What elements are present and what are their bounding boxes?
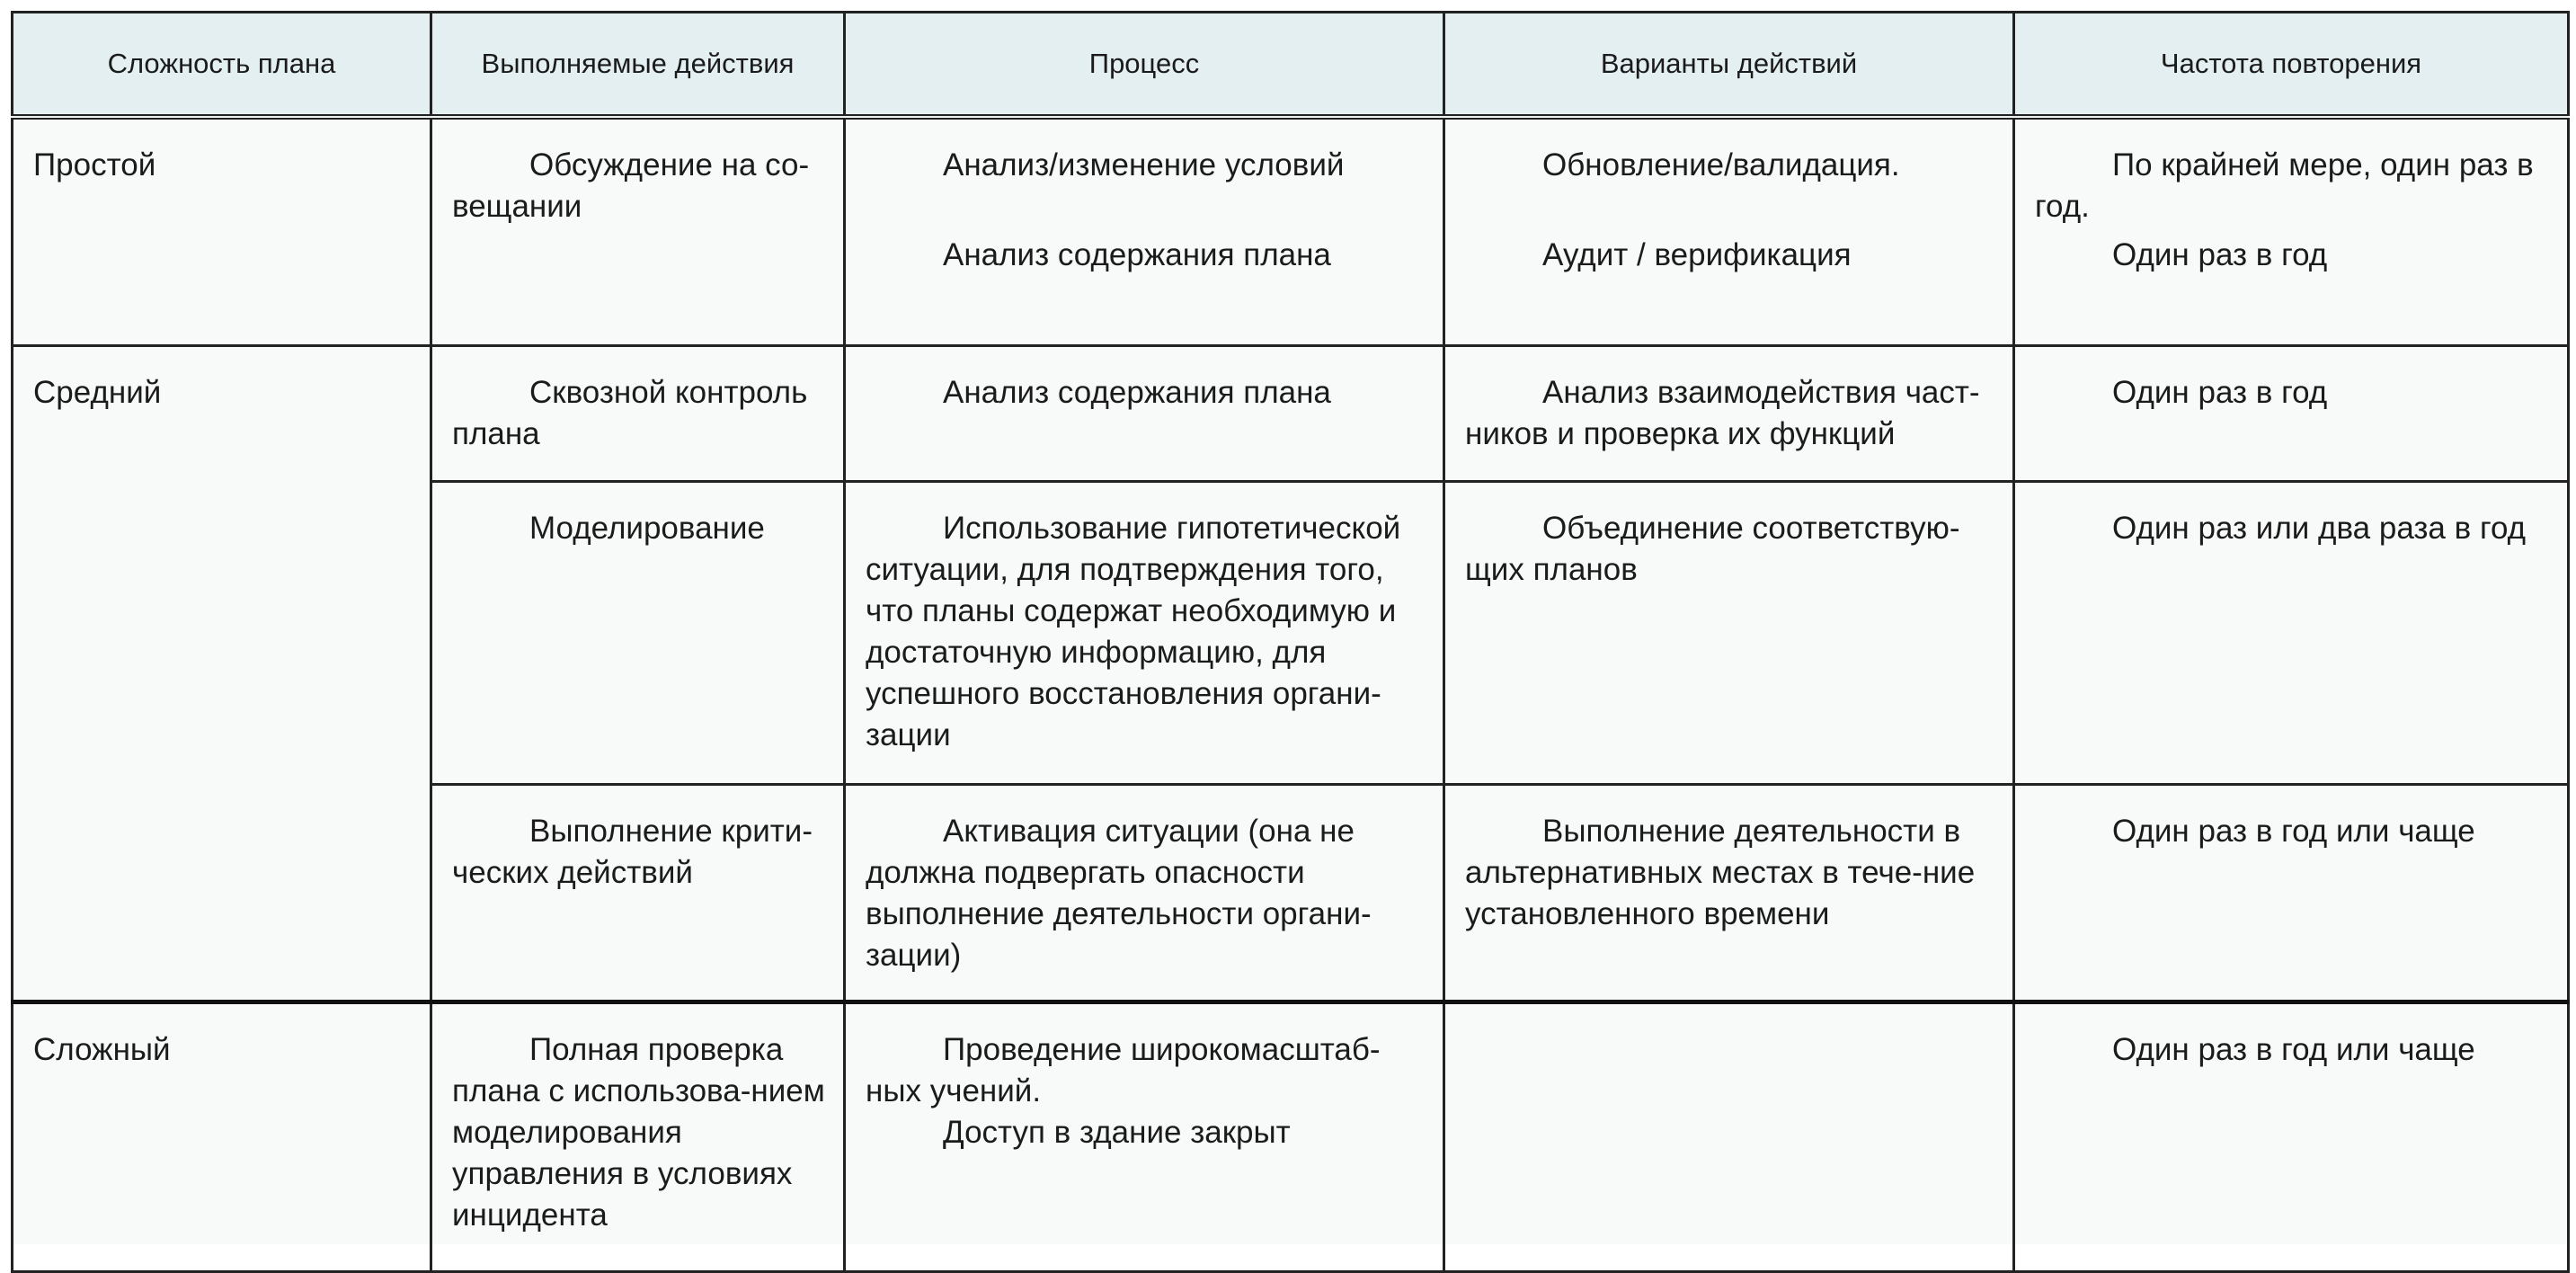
process-cell: Использование гипотетической ситуации, для подтверждения того, что планы содержат необходимую и достаточную информацию, для успешного восстановления органи-зации bbox=[845, 482, 1444, 785]
process-text: Доступ в здание закрыт bbox=[943, 1115, 1291, 1150]
variant-text: Обновление/валидация. bbox=[1542, 147, 1900, 182]
variant-cell: Выполнение деятельности в альтернативных местах в тече-ние установленного времени bbox=[1444, 785, 2014, 1002]
variant-cell: Объединение соответствую-щих планов bbox=[1444, 482, 2014, 785]
process-text: Анализ/изменение условий bbox=[943, 147, 1345, 182]
action-cell: Полная проверка плана с использова-нием моделирования управления в условиях инцидента bbox=[431, 1002, 845, 1272]
frequency-cell: Один раз в год или чаще bbox=[2014, 1002, 2569, 1272]
table-row bbox=[13, 117, 2569, 346]
action-cell: Обсуждение на со-вещании bbox=[431, 117, 845, 346]
process-text: Проведение широкомасштаб-ных учений. bbox=[866, 1032, 1381, 1108]
complexity-cell-simple: Простой bbox=[13, 117, 431, 346]
complexity-cell-complex: Сложный bbox=[13, 1002, 431, 1272]
action-cell: Моделирование bbox=[431, 482, 845, 785]
variant-text: Аудит / верификация bbox=[1542, 237, 1852, 272]
action-cell: Выполнение крити-ческих действий bbox=[431, 785, 845, 1002]
variant-cell-empty bbox=[1444, 1002, 2014, 1272]
frequency-cell: Один раз в год bbox=[2014, 346, 2569, 482]
frequency-cell: Один раз в год или чаще bbox=[2014, 785, 2569, 1002]
column-header-actions: Выполняемые действия bbox=[431, 13, 845, 118]
table-row bbox=[13, 1002, 2569, 1272]
test-plan-table bbox=[11, 11, 2570, 1273]
table-row bbox=[13, 346, 2569, 482]
process-cell bbox=[845, 1002, 1444, 1272]
process-cell: Анализ содержания плана bbox=[845, 346, 1444, 482]
column-header-variants: Варианты действий bbox=[1444, 13, 2014, 118]
column-header-complexity: Сложность плана bbox=[13, 13, 431, 118]
test-plan-table-container bbox=[11, 11, 2567, 1244]
variant-cell bbox=[1444, 117, 2014, 346]
action-cell: Сквозной контроль плана bbox=[431, 346, 845, 482]
column-header-frequency: Частота повторения bbox=[2014, 13, 2569, 118]
frequency-text: По крайней мере, один раз в год. bbox=[2035, 147, 2534, 224]
process-cell: Активация ситуации (она не должна подвергать опасности выполнение деятельности органи-зации) bbox=[845, 785, 1444, 1002]
frequency-cell: Один раз или два раза в год bbox=[2014, 482, 2569, 785]
column-header-process: Процесс bbox=[845, 13, 1444, 118]
frequency-cell bbox=[2014, 117, 2569, 346]
process-text: Анализ содержания плана bbox=[943, 237, 1331, 272]
table-header-row bbox=[13, 13, 2569, 118]
variant-cell: Анализ взаимодействия част-ников и проверка их функций bbox=[1444, 346, 2014, 482]
process-cell bbox=[845, 117, 1444, 346]
complexity-cell-medium: Средний bbox=[13, 346, 431, 1002]
frequency-text: Один раз в год bbox=[2112, 237, 2328, 272]
